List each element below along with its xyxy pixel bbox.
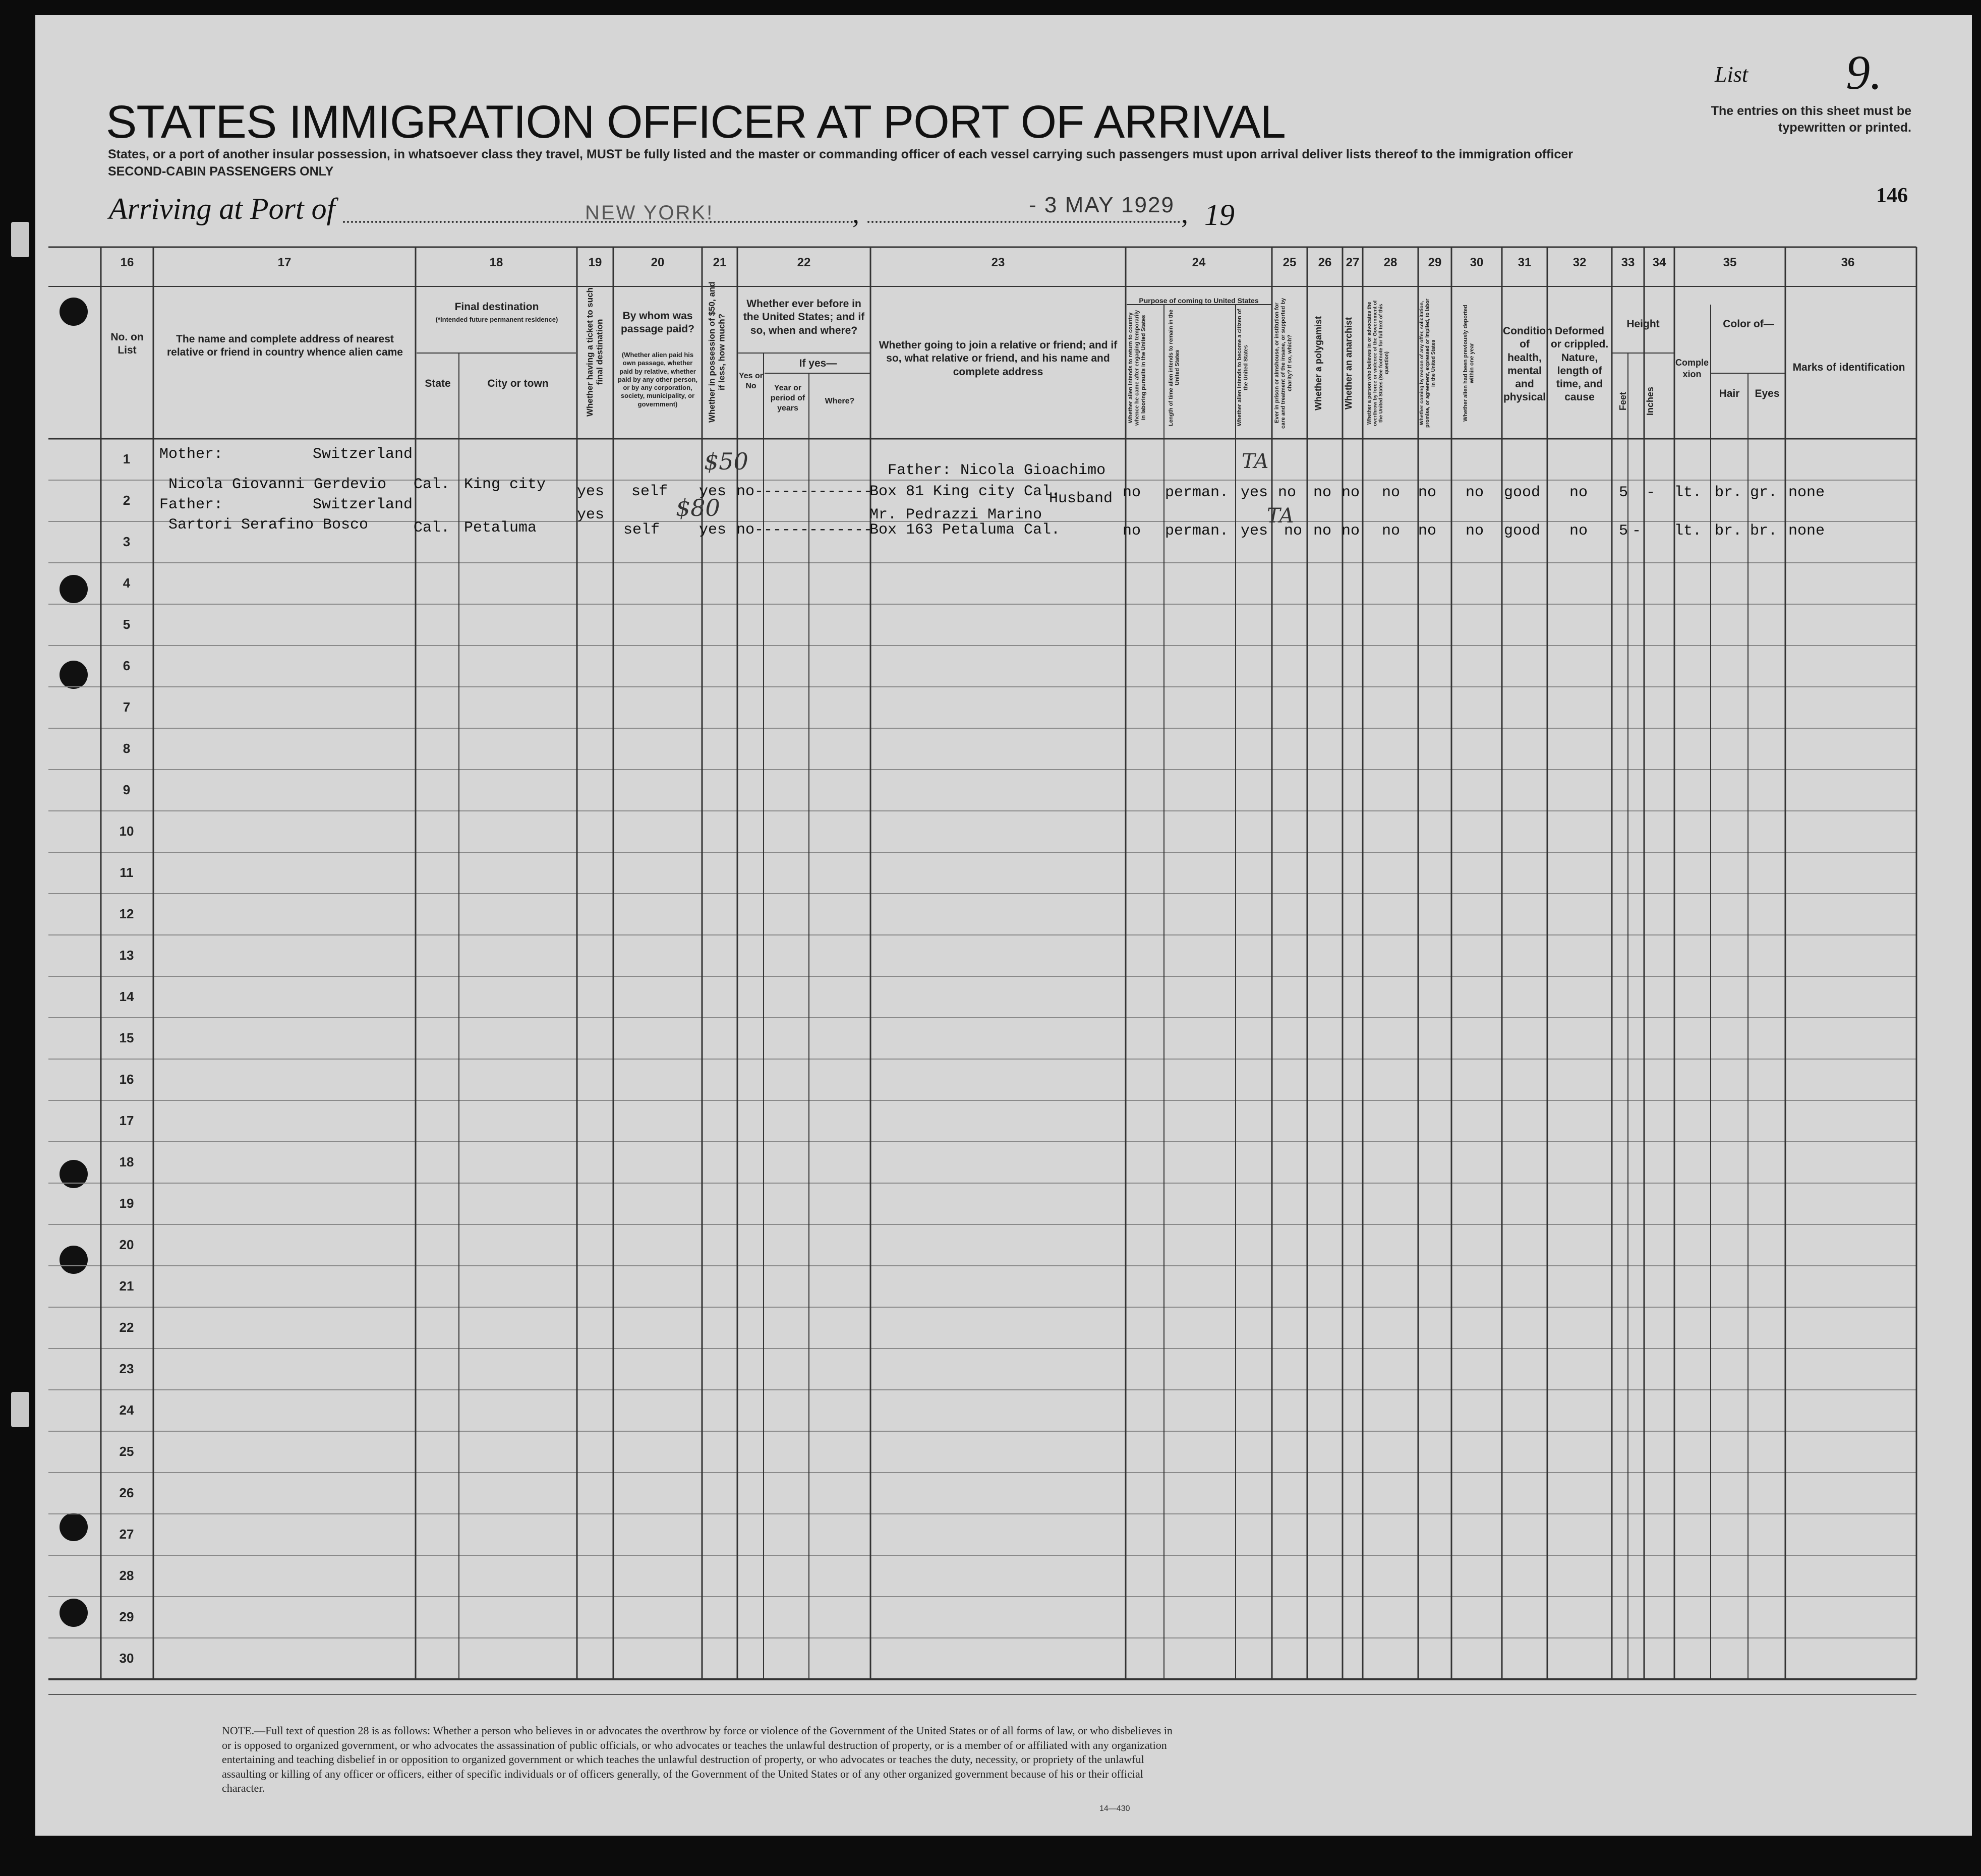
header-city: City or town (487, 378, 549, 389)
col-number: 22 (797, 256, 811, 269)
row-number: 7 (123, 699, 131, 715)
entry-hair: br. (1715, 484, 1742, 501)
row-number: 1 (123, 451, 131, 466)
entry-fifty: yes (699, 521, 727, 539)
col-number: 31 (1518, 256, 1532, 269)
header-final-destination: Final destination (454, 301, 539, 313)
instructions: States, or a port of another insular possession, in whatsoever class they travel, MUST be fully listed and the master or commanding officer of each vessel carrying such passengers must upon arrival deliver lists thereof to the immigration officer (108, 147, 1573, 161)
entry-relative-name: Nicola Giovanni Gerdevio (168, 476, 387, 493)
row-number: 9 (123, 782, 131, 797)
col-number: 24 (1192, 256, 1206, 269)
separator: , (1181, 198, 1188, 229)
entry-join-relation: Husband (1049, 490, 1113, 507)
entry-q28: no (1382, 522, 1401, 540)
entry-city: King city (464, 476, 546, 493)
col-number: 33 (1621, 256, 1635, 269)
entry-eyes: br. (1750, 522, 1778, 540)
header-deformed: Deformed or crippled. Nature, length of time, and cause (1550, 325, 1609, 403)
year-prefix: 19 (1204, 198, 1235, 231)
row-number: 12 (119, 906, 134, 921)
header-state: State (425, 378, 451, 389)
col-number: 36 (1841, 256, 1855, 269)
row-number: 11 (120, 865, 134, 880)
header-eyes: Eyes (1755, 388, 1780, 399)
header-no-on-list: No. on List (110, 331, 144, 357)
entry-marks: none (1788, 484, 1825, 501)
arriving-label: Arriving at Port of (109, 192, 335, 225)
entry-anarchist: no (1342, 484, 1360, 501)
row-number: 5 (123, 617, 131, 632)
row-number: 26 (119, 1485, 134, 1500)
row-number: 24 (119, 1402, 134, 1418)
passenger-class: SECOND-CABIN PASSENGERS ONLY (108, 164, 334, 179)
list-number: 9. (1846, 45, 1882, 99)
entry-fifty: yes (699, 483, 727, 500)
header-prison: Ever in prison or almshouse, or institution for care and treatment of the insane, or supported by charity? If so, which? (1274, 298, 1293, 429)
col-number: 28 (1383, 256, 1397, 269)
row-number: 29 (119, 1609, 134, 1624)
row-number: 28 (119, 1568, 134, 1583)
port-stamp: NEW YORK! (585, 202, 714, 224)
row-number: 25 (119, 1444, 134, 1459)
entry-paid-by: self (623, 521, 660, 539)
col-number: 17 (277, 256, 292, 269)
header-inches: Inches (1645, 386, 1655, 416)
entry-join-name: Father: Nicola Gioachimo (888, 462, 1106, 479)
col-number: 16 (120, 256, 134, 269)
entry-complexion: lt. (1674, 484, 1702, 501)
header-health: Condition of health, mental and physical (1503, 325, 1552, 403)
header-before: Whether ever before in the United States; and if so, when and where? (743, 298, 865, 336)
col-number: 21 (713, 256, 727, 269)
entry-paid-by: self (631, 483, 668, 500)
entry-prison: no (1284, 522, 1303, 540)
entry-length: perman. (1165, 522, 1229, 540)
row-number: 17 (119, 1113, 134, 1128)
col-number: 30 (1470, 256, 1484, 269)
entry-citizen-note: TA (1267, 504, 1294, 527)
entry-inches: - (1632, 522, 1642, 540)
header-ticket: Whether having a ticket to such final destination (585, 287, 605, 417)
entry-ticket: yes (577, 483, 605, 500)
header-polygamist: Whether a polygamist (1313, 316, 1323, 411)
entry-relative-label: Mother: (159, 446, 223, 463)
entry-country: Switzerland (313, 446, 413, 463)
page-title: STATES IMMIGRATION OFFICER AT PORT OF ARRIVAL (106, 96, 1286, 148)
entry-purpose-return: no (1123, 484, 1141, 501)
col-number: 20 (651, 256, 665, 269)
col-number: 23 (991, 256, 1005, 269)
entry-relative-label: Father: (159, 496, 223, 513)
col-number: 25 (1283, 256, 1297, 269)
entry-complexion: lt. (1674, 522, 1702, 540)
row-number: 4 (123, 575, 131, 591)
row-number: 16 (119, 1072, 134, 1087)
row-number: 8 (123, 741, 131, 756)
entry-eyes: gr. (1750, 484, 1778, 501)
header-purpose-length: Length of time alien intends to remain in the United States (1168, 309, 1181, 426)
entry-ticket: yes (577, 506, 605, 523)
entry-money-note: $50 (704, 448, 748, 475)
col-number: 19 (588, 256, 602, 269)
row-number: 30 (119, 1651, 134, 1666)
entry-prison: no (1278, 484, 1297, 501)
header-by-whom: By whom was passage paid? (621, 310, 694, 335)
entry-country: Switzerland (313, 496, 413, 513)
header-color-of: Color of— (1723, 318, 1774, 330)
col-number: 29 (1428, 256, 1442, 269)
entry-join-address: Box 163 Petaluma Cal. (869, 521, 1061, 539)
entry-money-note: $80 (676, 494, 720, 521)
col-number: 32 (1572, 256, 1587, 269)
entry-marks: none (1788, 522, 1825, 540)
entry-feet: 5 (1619, 484, 1628, 501)
header-anarchist: Whether an anarchist (1344, 317, 1354, 409)
col-number: 26 (1318, 256, 1332, 269)
entry-q28: no (1382, 484, 1401, 501)
entry-feet: 5 (1619, 522, 1628, 540)
col-number: 34 (1652, 256, 1666, 269)
entry-q30: no (1466, 522, 1484, 540)
row-number: 3 (123, 534, 131, 549)
row-number: 23 (119, 1361, 134, 1376)
entry-join-address: Box 81 King city Cal. (869, 483, 1061, 500)
header-if-yes: If yes— (799, 358, 837, 369)
row-number: 19 (119, 1196, 134, 1211)
header-yes-no: Yes or No (738, 372, 764, 390)
header-year-period: Year or period of years (770, 384, 805, 413)
col-number: 18 (489, 256, 503, 269)
header-nearest-relative: The name and complete address of nearest relative or friend in country whence alien came (167, 333, 403, 359)
entry-purpose-return: no (1123, 522, 1141, 540)
entry-citizen-note: TA (1242, 450, 1269, 473)
separator: , (852, 198, 859, 229)
entry-city: Petaluma (464, 519, 537, 537)
header-purpose: Purpose of coming to United States (1139, 297, 1259, 305)
row-number: 22 (119, 1320, 134, 1335)
entry-join-name: Mr. Pedrazzi Marino (869, 506, 1042, 523)
header-feet: Feet (1618, 391, 1628, 411)
form-number: 14—430 (1099, 1804, 1130, 1813)
footnote: NOTE.—Full text of question 28 is as follows: Whether a person who believes in or advocates the overthrow by force or violence of the Government of the United States or of all forms of law, or who disbelieves in or is opposed to organized government, or who advocates the assassination of public officials, or who advocates or teaches the unlawful destruction of property, or is a member of or affiliated with any organization entertaining and teaching disbelief in or opposition to organized government or which teaches the unlawful destruction of property, or who advocates or teaches the duty, necessity, or propriety of the unlawful assaulting or killing of any officer or officers, either of specific individuals or of officers generally, of the Government of the United States or of any other organized government because of his or their official character. (222, 1724, 1173, 1795)
header-join: Whether going to join a relative or friend; and if so, what relative or friend, and his name and complete address (879, 339, 1118, 378)
row-number: 27 (119, 1527, 134, 1542)
list-label: List (1715, 62, 1749, 87)
row-number: 14 (119, 989, 134, 1004)
header-purpose-return: Whether alien intends to return to country whence he came after engaging temporarily in laboring pursuits in the United States (1128, 310, 1147, 426)
header-by-whom-note: (Whether alien paid his own passage, whether paid by relative, whether paid by any other person, or by any corporation, society, municipality, or government) (617, 351, 698, 408)
header-q28: Whether a person who believes in or advocates the overthrow by force or violence of the Government of the United States (See footnote for full text of this question) (1367, 300, 1390, 426)
header-marks: Marks of identification (1792, 362, 1905, 373)
row-number: 2 (123, 493, 131, 508)
col-number: 35 (1723, 256, 1737, 269)
entry-deformed: no (1569, 522, 1588, 540)
header-where: Where? (825, 397, 855, 405)
entry-citizen: yes (1241, 484, 1268, 501)
entry-inches: - (1646, 484, 1656, 501)
entry-relative-name: Sartori Serafino Bosco (168, 516, 369, 534)
entry-q30: no (1466, 484, 1484, 501)
header-complexion: Complexion (1675, 358, 1709, 379)
entry-deformed: no (1569, 484, 1588, 501)
entry-citizen: yes (1241, 522, 1268, 540)
date-stamp: - 3 MAY 1929 (1029, 193, 1175, 217)
col-number: 27 (1346, 256, 1360, 269)
entry-polygamist: no (1313, 522, 1332, 540)
header-q29: Whether coming by reason of any offer, solicitation, promise, or agreement, expressed or implied, to labor in the United States (1419, 299, 1436, 428)
row-number: 13 (119, 948, 134, 963)
row-number: 20 (119, 1237, 134, 1252)
header-fifty: Whether in possession of $50, and if less, how much? (707, 281, 727, 423)
entry-before: no------------- (736, 483, 873, 500)
list-note: The entries on this sheet must be typewritten or printed. (1711, 104, 1911, 135)
row-number: 18 (119, 1154, 134, 1169)
entry-hair: br. (1715, 522, 1742, 540)
row-number: 10 (119, 824, 134, 839)
entry-state: Cal. (414, 519, 450, 537)
entry-before: no------------- (736, 521, 873, 539)
entry-q29: no (1418, 484, 1437, 501)
header-height: Height (1626, 318, 1660, 330)
header-purpose-citizen: Whether alien intends to become a citizen of the United States (1237, 309, 1249, 427)
entry-length: perman. (1165, 484, 1229, 501)
row-number: 21 (119, 1278, 134, 1294)
entry-polygamist: no (1313, 484, 1332, 501)
header-q30: Whether alien had been previously deported within one year (1463, 305, 1475, 422)
page-number: 146 (1876, 184, 1908, 207)
row-number: 6 (123, 658, 131, 673)
entry-state: Cal. (414, 476, 450, 493)
entry-health: good (1504, 484, 1541, 501)
header-hair: Hair (1719, 388, 1740, 399)
entry-q29: no (1418, 522, 1437, 540)
entry-health: good (1504, 522, 1541, 540)
header-final-destination-note: (*Intended future permanent residence) (435, 316, 558, 323)
row-number: 15 (119, 1030, 134, 1045)
entry-anarchist: no (1342, 522, 1360, 540)
